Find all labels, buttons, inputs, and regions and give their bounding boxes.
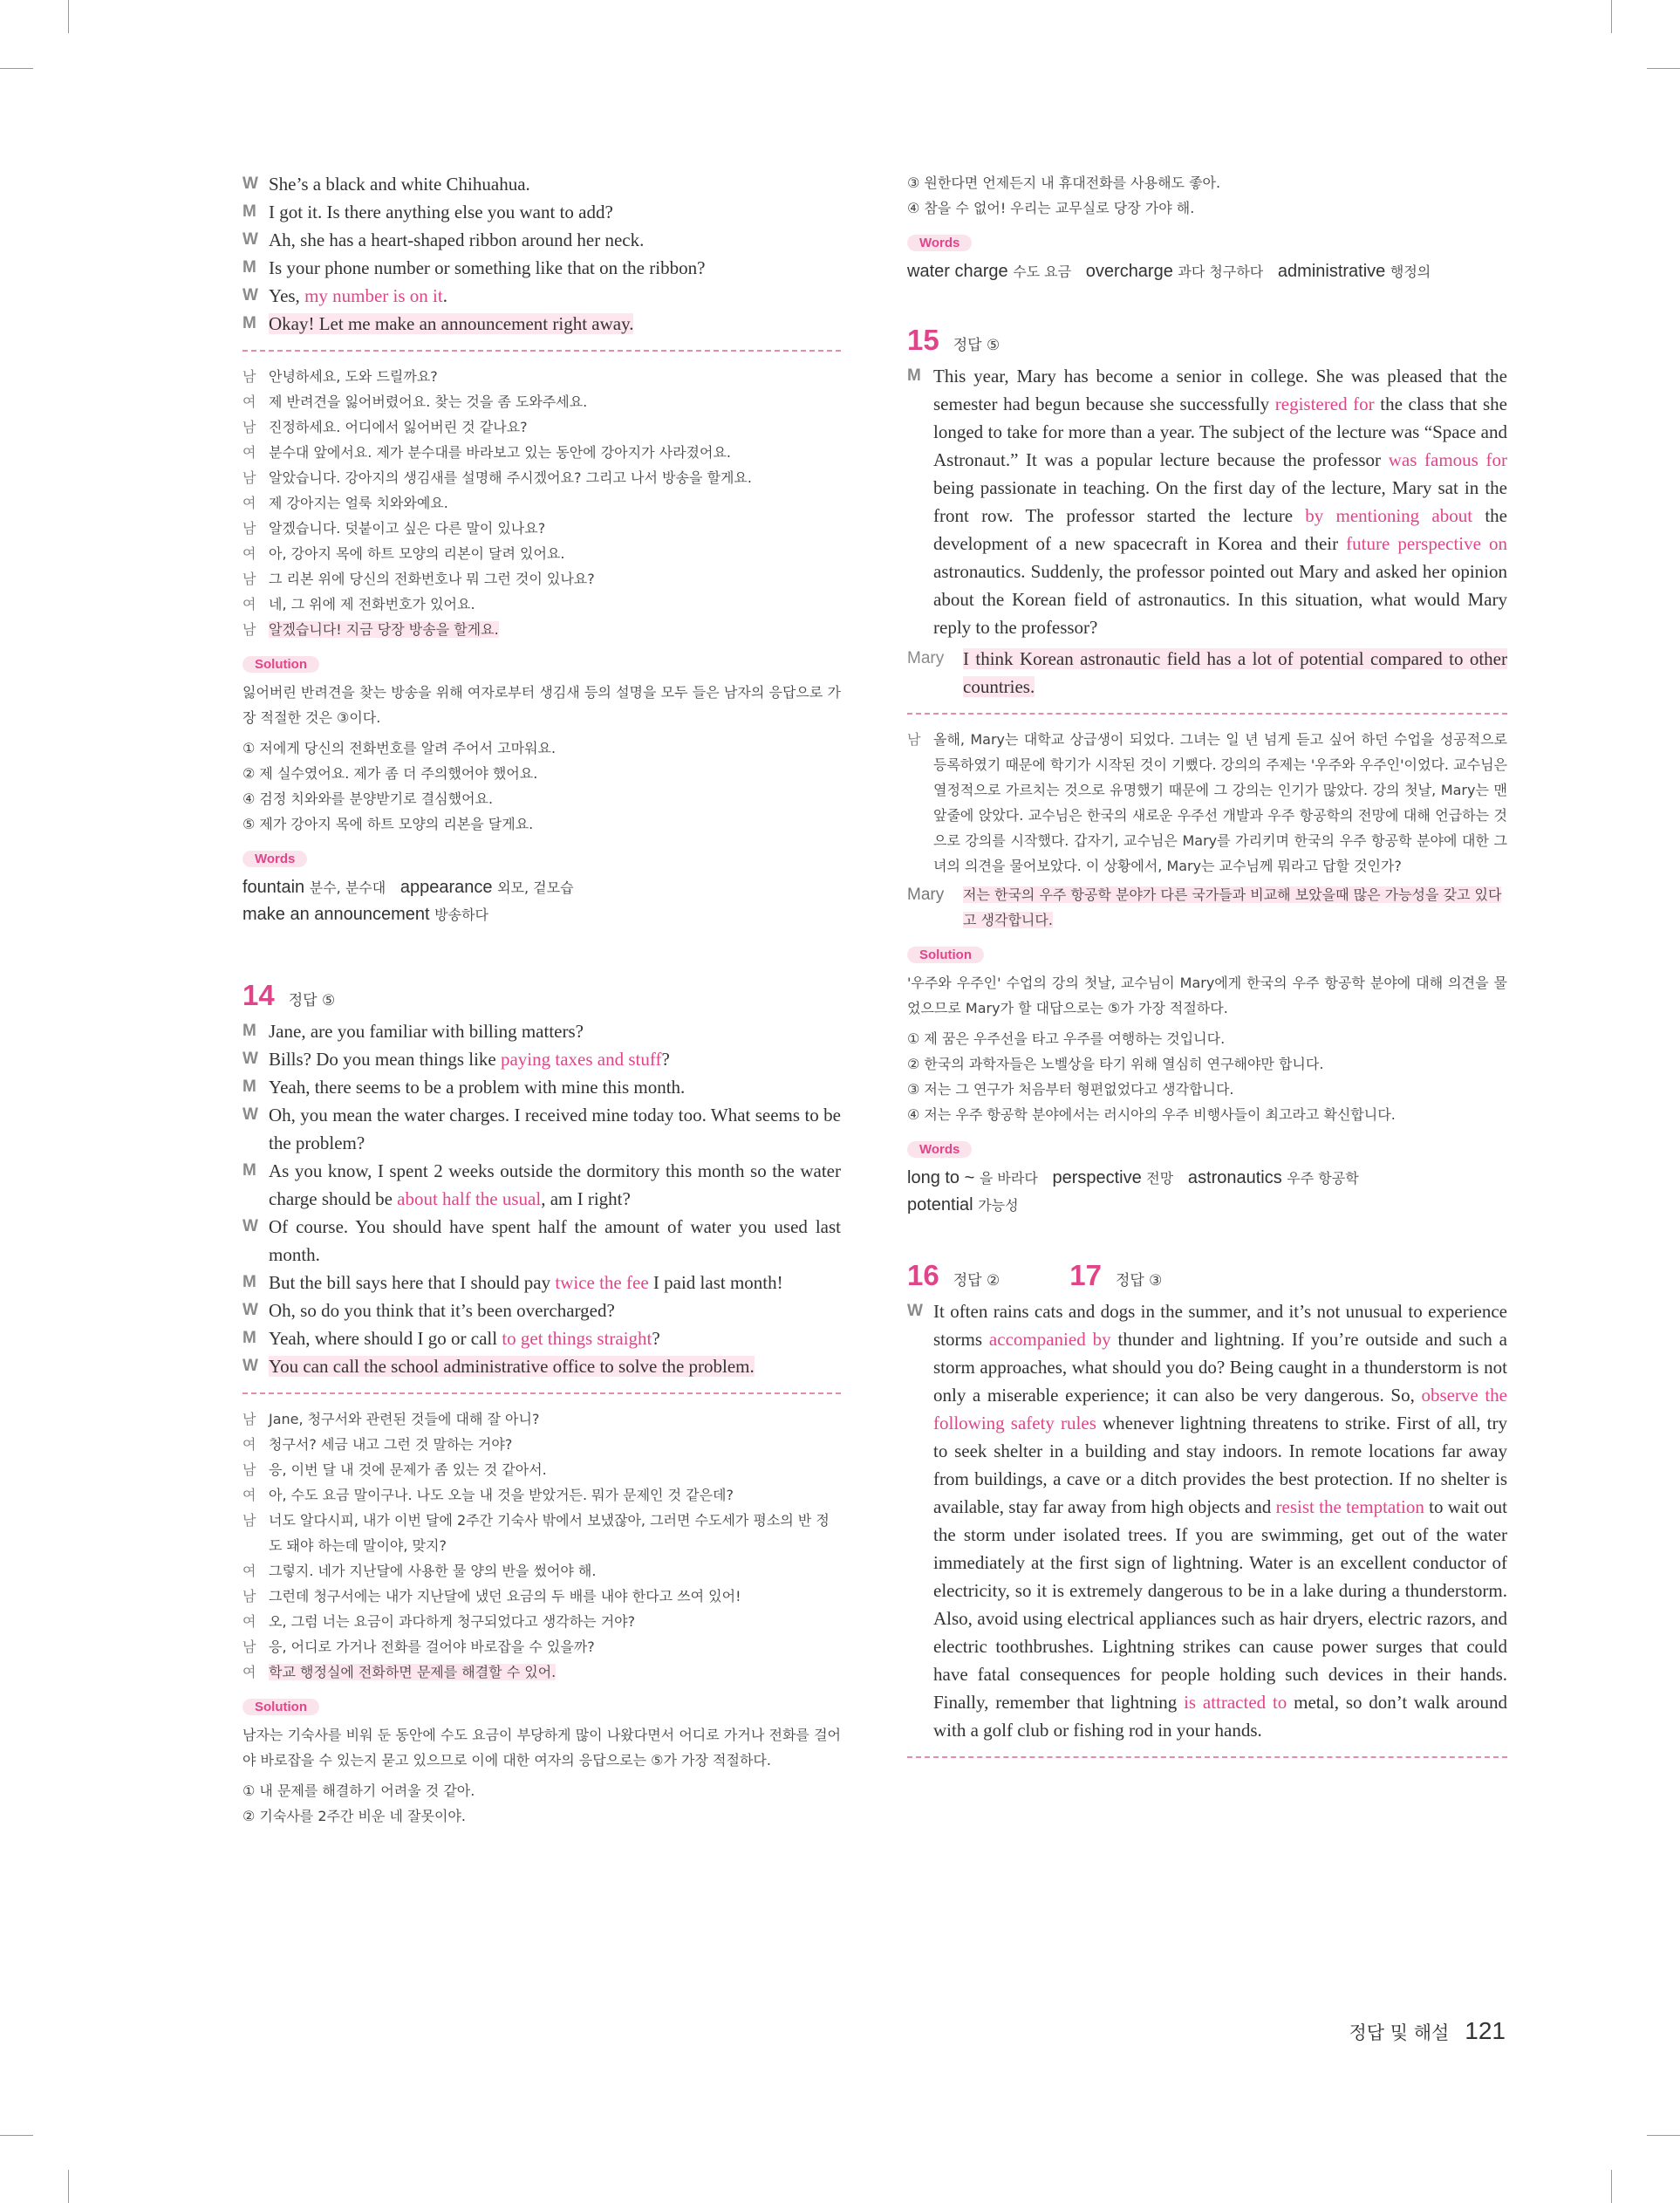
words-line: [242, 874, 841, 901]
speaker: 남: [242, 469, 256, 486]
word-kr: 수도 요금: [1013, 263, 1072, 280]
line-text: 알겠습니다. 덧붙이고 싶은 다른 말이 있나요?: [269, 520, 546, 537]
speaker: M: [242, 202, 256, 221]
speaker: W: [242, 286, 258, 304]
dialog-line: [242, 440, 841, 465]
words-tag: Words: [907, 1141, 972, 1158]
speaker: 여: [242, 596, 256, 612]
dialog-line: [242, 516, 841, 541]
dialog-line: [242, 1609, 841, 1634]
words-14: [907, 258, 1507, 285]
answer-label: 정답 ⑤: [953, 337, 1000, 354]
highlighted-phrase: future perspective on: [1346, 533, 1507, 554]
dialog-line: [242, 1659, 841, 1685]
crop-mark: [1611, 2170, 1612, 2203]
speaker: 여: [242, 495, 256, 511]
dialog-line: [242, 1045, 841, 1073]
word-kr: 우주 항공학: [1287, 1170, 1359, 1187]
word-en: perspective: [1052, 1168, 1142, 1187]
solution-13-options: [242, 735, 841, 837]
word-kr: 을 바라다: [979, 1170, 1038, 1187]
line-text: [269, 310, 841, 338]
highlighted-phrase: to get things straight: [502, 1328, 652, 1349]
highlighted-answer: You can call the school administrative office to solve the problem.: [269, 1356, 755, 1377]
speaker: W: [242, 1050, 258, 1068]
dialog-line: [242, 1457, 841, 1482]
dialog-14-korean: [242, 1406, 841, 1685]
line-text: [269, 1352, 841, 1380]
korean-text: 올해, Mary는 대학교 상급생이 되었다. 그녀는 일 년 넘게 듣고 싶어 하던 수업을 성공적으로 등록하였기 때문에 학기가 시작된 것이 기뻤다. 강의의 주제는 '우주와 우주인'이었다. 교수님은 열정적으로 가르치는 것으로 유명했기 때문에 그 강의는 인기가 많았다. 강의 첫날, Mary는 맨 앞줄에 앉았다. 교수님은 한국의 새로운 우주선 개발과 우주 항공학의 전망에 대해 언급하는 것으로 강의를 시작했다. 갑자기, 교수님은 Mary를 가리키며 한국의 우주 항공학 분야에 대한 그녀의 의견을 물어보았다. 이 상황에서, Mary는 교수님께 뭐라고 답할 것인가?: [933, 731, 1507, 874]
speaker: 여: [242, 1436, 256, 1453]
crop-mark: [0, 2135, 33, 2136]
divider: [907, 713, 1507, 715]
dialog-line: [242, 282, 841, 310]
speaker: W: [242, 230, 258, 249]
speaker: M: [242, 258, 256, 277]
dialog-line: [242, 226, 841, 254]
highlighted-answer: 학교 행정실에 전화하면 문제를 해결할 수 있어.: [269, 1664, 557, 1680]
speaker: Mary: [907, 649, 945, 667]
speaker: 남: [242, 571, 256, 587]
line-text: 아, 강아지 목에 하트 모양의 리본이 달려 있어요.: [269, 545, 565, 562]
line-text: Oh, you mean the water charges. I received mine today too. What seems to be the problem?: [269, 1105, 841, 1153]
crop-mark: [0, 68, 33, 69]
word-en: make an announcement: [242, 905, 430, 924]
dialog-line: [242, 1269, 841, 1296]
line-text: Jane, 청구서와 관련된 것들에 대해 잘 아니?: [269, 1411, 540, 1427]
speaker: W: [242, 174, 258, 193]
crop-mark: [1647, 68, 1680, 69]
dialog-line: [242, 1508, 841, 1558]
line-text: Oh, so do you think that it’s been overcharged?: [269, 1300, 615, 1321]
word-en: potential: [907, 1195, 973, 1214]
dialog-line: [242, 389, 841, 414]
dialog-line: [242, 1157, 841, 1213]
speaker: W: [907, 1302, 923, 1320]
speaker: M: [242, 1273, 256, 1291]
speaker: M: [242, 1161, 256, 1180]
question-number: 15: [907, 324, 939, 356]
dialog-line: [242, 1213, 841, 1269]
option-item: ④ 참을 수 없어! 우리는 교무실로 당장 가야 해.: [907, 200, 1195, 216]
words-line: [242, 901, 841, 928]
word-en: long to ~: [907, 1168, 975, 1187]
divider: [242, 1392, 841, 1394]
left-column: [242, 170, 841, 1829]
dialog-line: [242, 1073, 841, 1101]
speaker: M: [242, 1078, 256, 1096]
line-text: 그 리본 위에 당신의 전화번호나 뭐 그런 것이 있나요?: [269, 571, 595, 587]
line-text: 알았습니다. 강아지의 생김새를 설명해 주시겠어요? 그리고 나서 방송을 할게요.: [269, 469, 752, 486]
monologue-15: [907, 362, 1507, 641]
line-text: [269, 617, 841, 642]
question-number: 16: [907, 1259, 939, 1291]
option-item: ③ 저는 그 연구가 처음부터 형편없었다고 생각합니다.: [907, 1081, 1234, 1098]
line-text: 제 강아지는 얼룩 치와와예요.: [269, 495, 448, 511]
solution-15-options: [907, 1026, 1507, 1127]
speaker: W: [242, 1105, 258, 1124]
solution-tag: Solution: [242, 656, 319, 673]
option-item: ⑤ 제가 강아지 목에 하트 모양의 리본을 달게요.: [242, 816, 534, 832]
words-15: [907, 1165, 1507, 1219]
word-kr: 전망: [1146, 1170, 1174, 1187]
line-text: 응, 어디로 가거나 전화를 걸어야 바로잡을 수 있을까?: [269, 1639, 595, 1655]
line-text: [269, 1659, 841, 1685]
option-item: ③ 원한다면 언제든지 내 휴대전화를 사용해도 좋아.: [907, 174, 1221, 191]
line-text: Of course. You should have spent half the amount of water you used last month.: [269, 1216, 841, 1265]
speaker: W: [242, 1301, 258, 1319]
highlighted-phrase: paying taxes and stuff: [500, 1049, 662, 1070]
question-16-17-header: [907, 1259, 1507, 1292]
dialog-13-english: [242, 170, 841, 338]
highlighted-answer: 저는 한국의 우주 항공학 분야가 다른 국가들과 비교해 보았을때 많은 가능성을 갖고 있다고 생각합니다.: [963, 886, 1502, 928]
option-item: ④ 저는 우주 항공학 분야에서는 러시아의 우주 비행사들이 최고라고 확신합니다.: [907, 1106, 1396, 1123]
dialog-line: [242, 1482, 841, 1508]
line-text: 청구서? 세금 내고 그런 것 말하는 거야?: [269, 1436, 513, 1453]
highlighted-phrase: accompanied by: [988, 1329, 1111, 1350]
line-text: Yeah, there seems to be a problem with mine this month.: [269, 1077, 686, 1098]
speaker: 남: [907, 731, 921, 748]
speaker: 남: [242, 368, 256, 385]
line-text: 분수대 앞에서요. 제가 분수대를 바라보고 있는 동안에 강아지가 사라졌어요.: [269, 444, 731, 461]
line-text: 응, 이번 달 내 것에 문제가 좀 있는 것 같아서.: [269, 1461, 547, 1478]
word-kr: 외모, 겉모습: [497, 879, 574, 896]
dialog-14-english: [242, 1017, 841, 1380]
line-text: I got it. Is there anything else you want to add?: [269, 202, 613, 222]
dialog-line: [242, 1584, 841, 1609]
highlighted-phrase: registered for: [1274, 393, 1375, 414]
highlighted-phrase: resist the temptation: [1275, 1496, 1424, 1517]
line-text: 오, 그럼 너는 요금이 과다하게 청구되었다고 생각하는 거야?: [269, 1613, 636, 1630]
question-number: 17: [1069, 1259, 1102, 1291]
crop-mark: [1647, 2135, 1680, 2136]
dialog-line: [242, 1017, 841, 1045]
dialog-line: [242, 465, 841, 490]
page-footer: [1349, 2017, 1506, 2045]
line-text: 안녕하세요, 도와 드릴까요?: [269, 368, 438, 385]
word-en: appearance: [400, 878, 493, 897]
speaker: 남: [242, 520, 256, 537]
line-text: But the bill says here that I should pay twice the fee I paid last month!: [269, 1272, 783, 1293]
dialog-13-korean: [242, 364, 841, 642]
word-en: astronautics: [1187, 1168, 1282, 1187]
dialog-line: [242, 592, 841, 617]
monologue-15-korean: [907, 727, 1507, 879]
line-text: Ah, she has a heart-shaped ribbon around her neck.: [269, 229, 645, 250]
option-item: ① 내 문제를 해결하기 어려울 것 같아.: [242, 1782, 475, 1799]
dialog-line: [242, 1432, 841, 1457]
speaker: 남: [242, 1411, 256, 1427]
highlighted-answer: I think Korean astronautic field has a lot of potential compared to other countries.: [963, 648, 1507, 697]
line-text: Yeah, where should I go or call to get things straight?: [269, 1328, 660, 1349]
speaker: 여: [242, 1563, 256, 1579]
word-kr: 가능성: [978, 1197, 1019, 1214]
speaker: M: [242, 1022, 256, 1040]
speaker: 여: [242, 393, 256, 410]
dialog-line: [242, 1406, 841, 1432]
dialog-line: [242, 490, 841, 516]
dialog-line: [242, 198, 841, 226]
option-item: ① 저에게 당신의 전화번호를 알려 주어서 고마워요.: [242, 740, 557, 756]
highlighted-phrase: by mentioning about: [1305, 505, 1473, 526]
option-item: ④ 검정 치와와를 분양받기로 결심했어요.: [242, 790, 494, 807]
word-en: fountain: [242, 878, 305, 897]
divider: [907, 1756, 1507, 1758]
words-tag: Words: [907, 235, 972, 251]
answer-label: 정답 ③: [1115, 1272, 1163, 1290]
divider: [242, 350, 841, 352]
speaker: 여: [242, 444, 256, 461]
line-text: Is your phone number or something like that on the ribbon?: [269, 257, 706, 278]
monologue-15-text: This year, Mary has become a senior in college. She was pleased that the semester had begun because she successfully registered for the class that she longed to take for more than a year. The subject of the lecture was “Space and Astronaut.” It was a popular lecture because the professor was famous for being passionate in teaching. On the first day of the lecture, Mary sat in the front row. The professor started the lecture by mentioning about the development of a new spacecraft in Korea and their future perspective on astronautics. Suddenly, the professor pointed out Mary and asked her opinion about the Korean field of astronautics. In this situation, what would Mary reply to the professor?: [933, 366, 1507, 638]
line-text: Bills? Do you mean things like paying taxes and stuff?: [269, 1049, 670, 1070]
word-kr: 분수, 분수대: [309, 879, 386, 896]
words-13: [242, 874, 841, 928]
highlighted-answer: Okay! Let me make an announcement right away.: [269, 313, 634, 334]
speaker: 남: [242, 1461, 256, 1478]
dialog-line: [242, 414, 841, 440]
line-text: As you know, I spent 2 weeks outside the dormitory this month so the water charge should be about half the usual, am I right?: [269, 1160, 841, 1209]
speaker: 여: [242, 1487, 256, 1503]
line-text: 너도 알다시피, 내가 이번 달에 2주간 기숙사 밖에서 보냈잖아, 그러면 수도세가 평소의 반 정도 돼야 하는데 말이야, 맞지?: [269, 1512, 830, 1554]
line-text: She’s a black and white Chihuahua.: [269, 174, 530, 195]
dialog-line: [242, 1324, 841, 1352]
highlighted-phrase: was famous for: [1388, 449, 1507, 470]
question-14-header: [242, 979, 841, 1012]
dialog-line: [242, 1634, 841, 1659]
words-line: [907, 258, 1507, 285]
question-number: 14: [242, 979, 275, 1011]
speaker: 남: [242, 419, 256, 435]
words-line: [907, 1192, 1507, 1219]
highlighted-answer: 알겠습니다! 지금 당장 방송을 할게요.: [269, 621, 499, 638]
highlighted-phrase: about half the usual: [397, 1188, 542, 1209]
speaker: M: [242, 1329, 256, 1347]
dialog-line: [242, 1558, 841, 1584]
highlighted-phrase: is attracted to: [1184, 1692, 1287, 1713]
option-item: ② 한국의 과학자들은 노벨상을 타기 위해 열심히 연구해야만 합니다.: [907, 1056, 1324, 1072]
solution-13-text: 잃어버린 반려견을 찾는 방송을 위해 여자로부터 생김새 등의 설명을 모두 들은 남자의 응답으로 가장 적절한 것은 ③이다.: [242, 684, 841, 726]
dialog-line: [242, 617, 841, 642]
highlighted-phrase: twice the fee: [555, 1272, 649, 1293]
monologue-16: [907, 1297, 1507, 1744]
word-kr: 행정의: [1390, 263, 1431, 280]
footer-label: 정답 및 해설: [1349, 2022, 1450, 2043]
solution-14-text: 남자는 기숙사를 비워 둔 동안에 수도 요금이 부당하게 많이 나왔다면서 어디로 가거나 전화를 걸어야 바로잡을 수 있는지 묻고 있으므로 이에 대한 여자의 응답으로는 ⑤가 가장 적절하다.: [242, 1727, 841, 1769]
dialog-line: [242, 1296, 841, 1324]
dialog-line: [242, 170, 841, 198]
line-text: Jane, are you familiar with billing matters?: [269, 1021, 584, 1042]
word-en: water charge: [907, 262, 1008, 281]
line-text: 제 반려견을 잃어버렸어요. 찾는 것을 좀 도와주세요.: [269, 393, 588, 410]
solution-14-options-right: [907, 170, 1507, 221]
speaker: 남: [242, 1588, 256, 1604]
monologue-16-text: It often rains cats and dogs in the summer, and it’s not unusual to experience storms accompanied by thunder and lightning. If you’re outside and such a storm approaches, what should you do? Being caught in a thunderstorm is not only a miserable experience; it can also be very dangerous. So, observe the following safety rules whenever lightning threatens to strike. First of all, try to seek shelter in a building and stay indoors. In remote locations far away from buildings, a cave or a ditch provides the best protection. If no shelter is available, stay far away from high objects and resist the temptation to wait out the storm under isolated trees. If you are swimming, get out of the water immediately at the first sign of lightning. Water is an excellent conductor of electricity, so it is extremely dangerous to be in a lake during a thunderstorm. Also, avoid using electrical appliances such as hair dryers, electric razors, and electric toothbrushes. Lightning strikes can cause power surges that could have fatal consequences for people holding such devices in their hands. Finally, remember that lightning is attracted to metal, so don’t walk around with a golf club or fishing rod in your hands.: [933, 1301, 1508, 1741]
speaker: 여: [242, 545, 256, 562]
word-en: administrative: [1277, 262, 1386, 281]
dialog-line: [242, 310, 841, 338]
option-item: ① 제 꿈은 우주선을 타고 우주를 여행하는 것입니다.: [907, 1030, 1226, 1047]
speaker: W: [242, 1357, 258, 1375]
solution-tag: Solution: [242, 1699, 319, 1715]
highlighted-phrase: observe the following safety rules: [933, 1385, 1508, 1433]
answer-label: 정답 ②: [953, 1272, 1000, 1290]
option-item: ② 제 실수였어요. 제가 좀 더 주의했어야 했어요.: [242, 765, 538, 782]
line-text: 그런데 청구서에는 내가 지난달에 냈던 요금의 두 배를 내야 한다고 쓰여 있어!: [269, 1588, 741, 1604]
line-text: 그렇지. 네가 지난달에 사용한 물 양의 반을 썼어야 해.: [269, 1563, 597, 1579]
dialog-line: [242, 1101, 841, 1157]
speaker: 남: [242, 1512, 256, 1529]
line-text: 진정하세요. 어디에서 잃어버린 것 같나요?: [269, 419, 528, 435]
solution-tag: Solution: [907, 947, 984, 963]
line-text: 네, 그 위에 제 전화번호가 있어요.: [269, 596, 475, 612]
mary-reply-kr: [907, 882, 1507, 933]
mary-reply-en: [907, 645, 1507, 701]
crop-mark: [68, 0, 69, 33]
speaker: M: [907, 366, 921, 385]
page-number: 121: [1465, 2017, 1506, 2044]
word-kr: 과다 청구하다: [1178, 263, 1264, 280]
dialog-line: [242, 541, 841, 566]
right-column: [907, 170, 1507, 1770]
answer-label: 정답 ⑤: [288, 992, 336, 1009]
highlighted-phrase: my number is on it: [304, 285, 443, 306]
speaker: 남: [242, 1639, 256, 1655]
word-kr: 방송하다: [434, 907, 488, 923]
solution-14-options-left: [242, 1778, 841, 1829]
speaker: M: [242, 314, 256, 332]
line-text: 아, 수도 요금 말이구나. 나도 오늘 내 것을 받았거든. 뭐가 문제인 것 같은데?: [269, 1487, 734, 1503]
speaker: 여: [242, 1613, 256, 1630]
word-en: overcharge: [1085, 262, 1173, 281]
dialog-line: [242, 566, 841, 592]
dialog-line: [242, 254, 841, 282]
solution-15-text: '우주와 우주인' 수업의 강의 첫날, 교수님이 Mary에게 한국의 우주 항공학 분야에 대해 의견을 물었으므로 Mary가 할 대답으로는 ⑤가 가장 적절하다.: [907, 975, 1507, 1016]
line-text: Yes, my number is on it.: [269, 285, 447, 306]
words-line: [907, 1165, 1507, 1192]
dialog-line: [242, 1352, 841, 1380]
words-tag: Words: [242, 851, 307, 867]
dialog-line: [242, 364, 841, 389]
crop-mark: [68, 2170, 69, 2203]
question-15-header: [907, 324, 1507, 357]
speaker: 남: [242, 621, 256, 638]
speaker: 여: [242, 1664, 256, 1680]
speaker: W: [242, 1217, 258, 1235]
crop-mark: [1611, 0, 1612, 33]
speaker: Mary: [907, 886, 945, 904]
option-item: ② 기숙사를 2주간 비운 네 잘못이야.: [242, 1808, 466, 1824]
